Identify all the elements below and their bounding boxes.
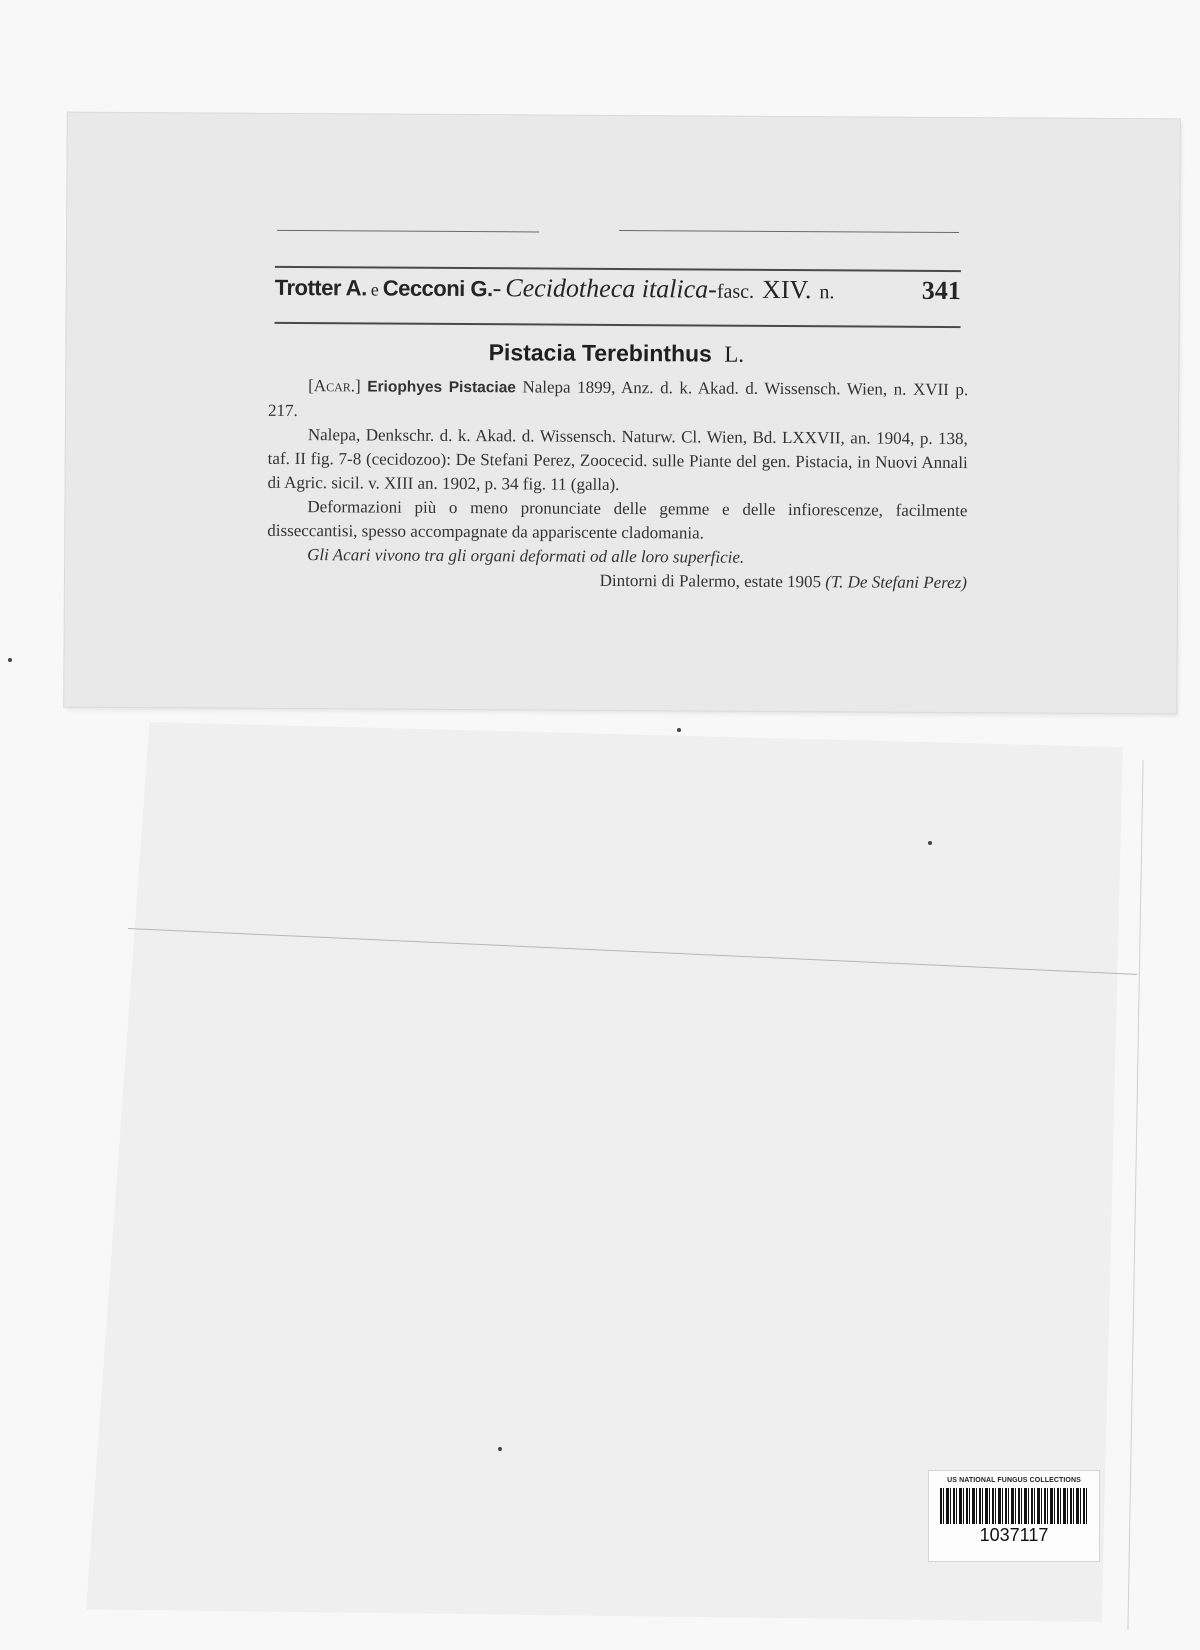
- series-number: 341: [921, 275, 961, 306]
- speck: [8, 658, 12, 662]
- series-author-1: Trotter A.: [274, 274, 367, 301]
- series-author-2: Cecconi G.: [382, 275, 493, 302]
- specimen-label: [64, 113, 1180, 714]
- catalog-number: 1037117: [979, 1525, 1049, 1545]
- description-paragraph: Deformazioni più o meno pronunciate delle gemme e delle infiorescenze, facilmente disseccantisi, spesso accompagnate da appariscente cladomania.: [267, 497, 968, 543]
- speck: [498, 1447, 502, 1451]
- collector-text: (T. De Stefani Perez): [825, 572, 968, 593]
- barcode-icon: [940, 1488, 1088, 1524]
- packet-edge: [1127, 760, 1143, 1630]
- series-heading: Trotter A. e Cecconi G. - Cecidotheca italica - fasc. XIV. n. 341: [274, 273, 961, 306]
- label-body: [267, 374, 968, 595]
- blank-line-left: [277, 230, 539, 233]
- series-n-label: n.: [819, 281, 835, 304]
- rule-bottom: [275, 322, 961, 328]
- group-prefix: [Acar.]: [308, 376, 361, 396]
- collection-name: US NATIONAL FUNGUS COLLECTIONS: [947, 1477, 1081, 1484]
- series-title: Cecidotheca italica: [505, 273, 709, 304]
- blank-line-right: [619, 230, 959, 233]
- citation-1-rest: Nalepa 1899, Anz. d. k. Akad. d. Wissensch. Wien, n. XVII p. 217.: [267, 377, 969, 421]
- series-fasc-label: fasc.: [716, 280, 755, 303]
- gall-maker-taxon: Eriophyes Pistaciae: [367, 378, 517, 397]
- speck: [928, 841, 932, 845]
- locality-text: Dintorni di Palermo, estate 1905: [599, 570, 822, 592]
- series-fasc-number: XIV.: [762, 274, 812, 305]
- rule-top: [275, 266, 961, 272]
- host-species-author: L.: [724, 341, 745, 367]
- speck: [677, 728, 681, 732]
- note-paragraph: Gli Acari vivono tra gli organi deformati od alle loro superficie.: [307, 545, 745, 567]
- citation-paragraph-1: [268, 374, 968, 427]
- locality-line: [267, 567, 967, 595]
- barcode-sticker: [928, 1470, 1100, 1562]
- series-conjunction: e: [370, 279, 379, 300]
- citation-paragraph-2: Nalepa, Denkschr. d. k. Akad. d. Wissensch. Naturw. Cl. Wien, Bd. LXXVII, an. 1904, p. 138, taf. II fig. 7-8 (cecidozoo): De Stefani Perez, Zoocecid. sulle Piante del gen. Pistacia, in Nuovi Annali di Agric. sicil. v. XIII an. 1902, p. 34 fig. 11 (galla).: [267, 425, 968, 494]
- host-species-title: [266, 338, 966, 369]
- host-species-name: Pistacia Terebinthus: [488, 339, 712, 367]
